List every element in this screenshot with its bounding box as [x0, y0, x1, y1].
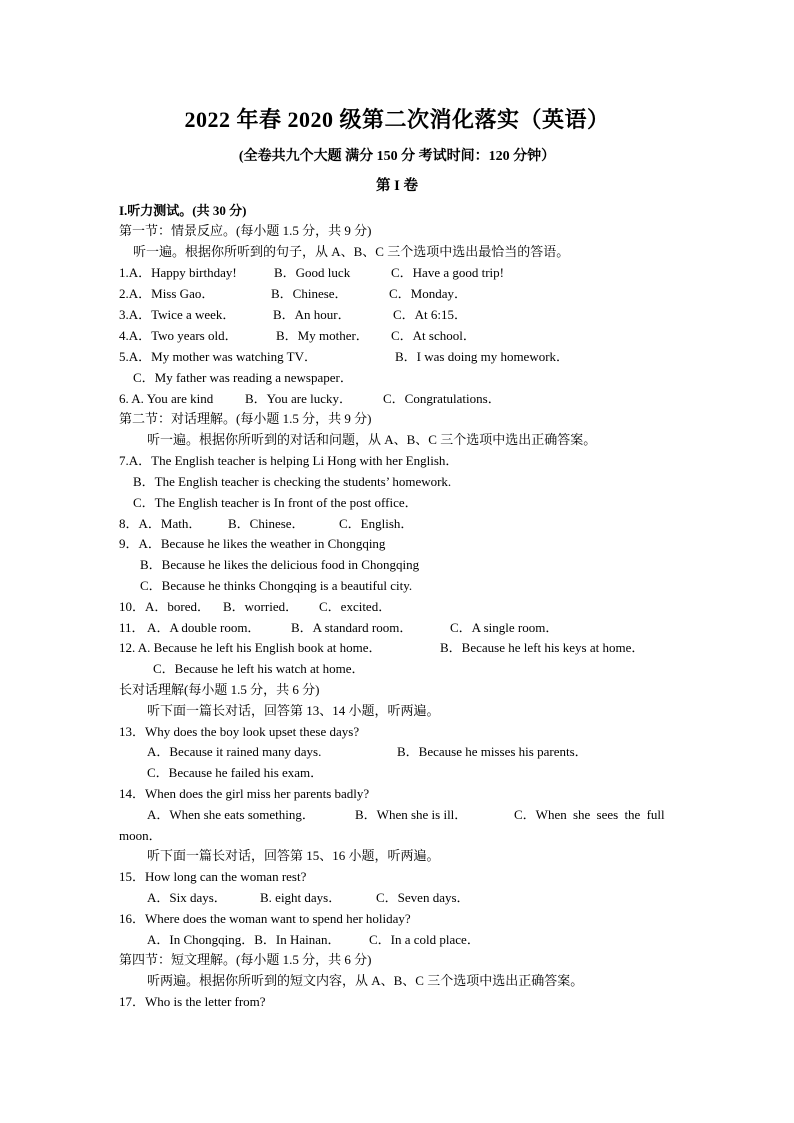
question-7: [0, 452, 794, 470]
option-c: C．Because he thinks Chongqing is a beautiful city.: [140, 578, 413, 593]
part2-instructions: 听一遍。根据你所听到的对话和问题，从 A、B、C 三个选项中选出正确答案。: [147, 432, 597, 447]
question-15-stem: 15．How long can the woman rest?: [119, 869, 307, 884]
option-a: A．When she eats something．: [147, 807, 315, 822]
question-9-b: [0, 556, 794, 574]
option-c: C．A single room．: [450, 620, 559, 635]
question-16-stem: 16．Where does the woman want to spend her holiday?: [119, 911, 411, 926]
question-12-c: [0, 660, 794, 678]
option-a: 1.A．Happy birthday!: [119, 265, 237, 280]
part3-instructions-1: 听下面一篇长对话，回答第 13、14 小题，听两遍。: [147, 703, 440, 718]
page-title: 2022 年春 2020 级第二次消化落实（英语）: [184, 107, 610, 132]
option-a: 11． A．A double room．: [119, 620, 261, 635]
question-16: [0, 931, 794, 949]
option-b: B．The English teacher is checking the students’ homework.: [133, 474, 452, 489]
option-b: B．Because he left his keys at home．: [440, 640, 645, 655]
option-c: C．Seven days．: [376, 890, 470, 905]
question-9: [0, 535, 794, 553]
option-c: C．At school．: [391, 328, 476, 343]
option-b: B．Because he likes the delicious food in Chongqing: [140, 557, 420, 572]
part3-heading: 长对话理解(每小题 1.5 分，共 6 分): [119, 682, 320, 697]
option-a: A．Because it rained many days.: [147, 744, 322, 759]
question-4: [0, 327, 794, 345]
option-b: B．A standard room．: [291, 620, 413, 635]
option-b: B. eight days．: [260, 890, 342, 905]
question-3: [0, 306, 794, 324]
question-2: [0, 285, 794, 303]
question-8: [0, 515, 794, 533]
question-7-b: [0, 473, 794, 491]
option-a: 4.A．Two years old．: [119, 328, 238, 343]
option-a: 5.A．My mother was watching TV．: [119, 349, 317, 364]
option-b: B．When she is ill．: [355, 807, 468, 822]
question-15: [0, 889, 794, 907]
option-c: C．excited．: [319, 599, 392, 614]
part4-heading: 第四节：短文理解。(每小题 1.5 分，共 6 分): [119, 952, 372, 967]
option-c: C．In a cold place．: [369, 932, 480, 947]
option-b: B．Good luck: [274, 265, 351, 280]
question-11: [0, 619, 794, 637]
option-c: C．When she sees the full: [514, 807, 665, 822]
question-12: [0, 639, 794, 657]
question-9-c: [0, 577, 794, 595]
option-a-b: A．In Chongqing．B．In Hainan．: [147, 932, 341, 947]
option-a: 6. A. You are kind: [119, 391, 214, 406]
exam-info: (全卷共九个大题 满分 150 分 考试时间：120 分钟）: [238, 149, 556, 164]
question-14: [0, 806, 794, 824]
question-5-cont: [0, 369, 794, 387]
option-b: B．An hour．: [273, 307, 351, 322]
option-a: 3.A．Twice a week．: [119, 307, 236, 322]
option-c: C．Congratulations．: [383, 391, 501, 406]
option-a: A．Six days．: [147, 890, 227, 905]
option-c: C．Have a good trip!: [391, 265, 505, 280]
volume-label: 第 I 卷: [376, 178, 418, 194]
question-10: [0, 598, 794, 616]
part3-instructions-2: 听下面一篇长对话，回答第 15、16 小题，听两遍。: [147, 848, 440, 863]
option-a: 7.A．The English teacher is helping Li Hong with her English．: [119, 453, 459, 468]
question-17-stem: 17．Who is the letter from?: [119, 994, 266, 1009]
option-c: C．English．: [339, 516, 414, 531]
option-b: B．worried．: [223, 599, 299, 614]
question-14-stem: 14．When does the girl miss her parents badly?: [119, 786, 370, 801]
option-a: 9．A．Because he likes the weather in Chongqing: [119, 536, 386, 551]
option-b: B．You are lucky．: [245, 391, 353, 406]
option-a: 12. A. Because he left his English book at home．: [119, 640, 382, 655]
part1-instructions: 听一遍。根据你所听到的句子，从 A、B、C 三个选项中选出最恰当的答语。: [133, 244, 570, 259]
question-1: [0, 264, 794, 282]
option-c: C．At 6:15．: [393, 307, 468, 322]
option-b: B．Because he misses his parents．: [397, 744, 588, 759]
part1-heading: 第一节：情景反应。(每小题 1.5 分，共 9 分): [119, 223, 372, 238]
option-a: 2.A．Miss Gao．: [119, 286, 215, 301]
option-c: C．Monday．: [389, 286, 468, 301]
section-heading: I.听力测试。(共 30 分): [119, 203, 247, 218]
option-a: 10．A．bored．: [119, 599, 210, 614]
question-13-c: [0, 764, 794, 782]
part2-heading: 第二节：对话理解。(每小题 1.5 分，共 9 分): [119, 411, 372, 426]
question-13-stem: 13．Why does the boy look upset these days?: [119, 724, 360, 739]
option-a: 8．A．Math．: [119, 516, 202, 531]
question-14-cont: [0, 827, 794, 845]
option-c: C．Because he failed his exam．: [147, 765, 324, 780]
option-b: B．Chinese．: [271, 286, 348, 301]
option-b: B．Chinese．: [228, 516, 305, 531]
question-5: [0, 348, 794, 366]
option-c-continued: moon．: [119, 828, 162, 843]
option-b: B．I was doing my homework．: [395, 349, 570, 364]
part4-instructions: 听两遍。根据你所听到的短文内容，从 A、B、C 三个选项中选出正确答案。: [147, 973, 584, 988]
question-13: [0, 743, 794, 761]
option-b: B．My mother．: [276, 328, 369, 343]
option-c: C．The English teacher is In front of the post office．: [133, 495, 418, 510]
option-c: C．My father was reading a newspaper．: [133, 370, 353, 385]
question-7-c: [0, 494, 794, 512]
question-6: [0, 390, 794, 408]
option-c: C．Because he left his watch at home．: [153, 661, 365, 676]
